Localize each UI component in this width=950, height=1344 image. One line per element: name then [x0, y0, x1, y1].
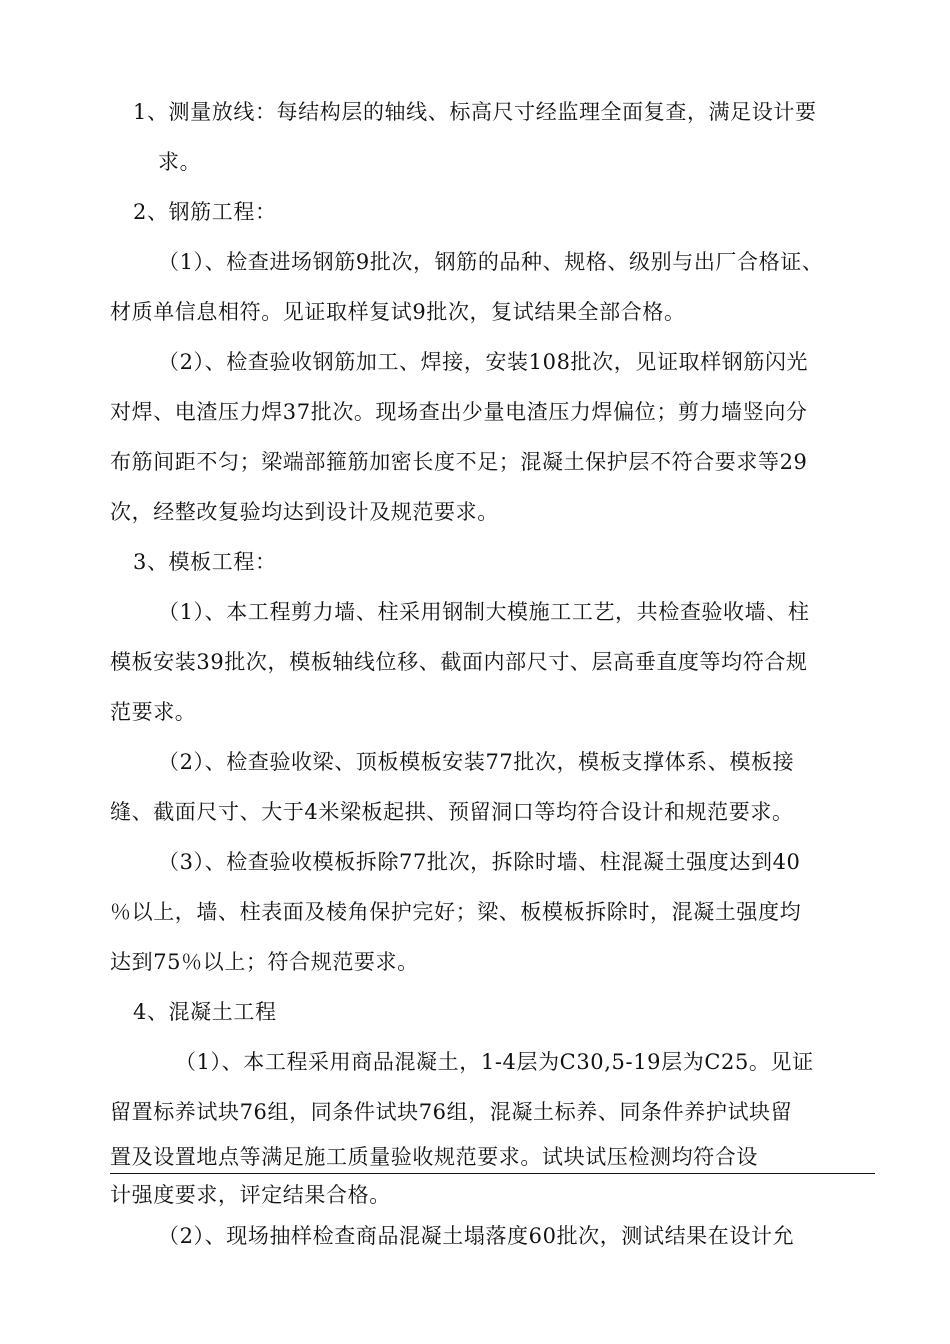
text-line: （1）、本工程采用商品混凝土，1-4层为C30,5-19层为C25。见证 [175, 1050, 814, 1074]
section-heading: 4、混凝土工程 [133, 1000, 277, 1024]
text-line: （2）、检查验收钢筋加工、焊接，安装108批次，见证取样钢筋闪光 [158, 350, 809, 374]
text-line: 留置标养试块76组，同条件试块76组，混凝土标养、同条件养护试块留 [110, 1100, 793, 1124]
text-line: （3）、检查验收模板拆除77批次，拆除时墙、柱混凝土强度达到40 [158, 850, 801, 874]
text-line: 模板安装39批次，模板轴线位移、截面内部尺寸、层高垂直度等均符合规 [110, 650, 808, 674]
text-line: 对焊、电渣压力焊37批次。现场查出少量电渣压力焊偏位；剪力墙竖向分 [110, 400, 808, 424]
text-line: 范要求。 [110, 700, 197, 724]
text-line: 求。 [158, 150, 202, 174]
text-line: 达到75％以上；符合规范要求。 [110, 950, 419, 974]
text-line: 1、测量放线：每结构层的轴线、标高尺寸经监理全面复查，满足设计要 [133, 100, 817, 124]
text-line: 置及设置地点等满足施工质量验收规范要求。试块试压检测均符合设 [110, 1145, 758, 1169]
text-line: （2）、现场抽样检查商品混凝土塌落度60批次，测试结果在设计允 [158, 1224, 795, 1248]
text-line: 次，经整改复验均达到设计及规范要求。 [110, 500, 499, 524]
text-line: 缝、截面尺寸、大于4米梁板起拱、预留洞口等均符合设计和规范要求。 [110, 800, 794, 824]
text-line: ％以上，墙、柱表面及棱角保护完好；梁、板模板拆除时，混凝土强度均 [110, 900, 802, 924]
text-line: （1）、检查进场钢筋9批次，钢筋的品种、规格、级别与出厂合格证、 [158, 250, 824, 274]
section-heading: 2、钢筋工程： [133, 200, 277, 224]
text-line: 计强度要求，评定结果合格。 [110, 1183, 391, 1207]
text-line: 布筋间距不匀；梁端部箍筋加密长度不足；混凝土保护层不符合要求等29 [110, 450, 808, 474]
text-line: （2）、检查验收梁、顶板模板安装77批次，模板支撑体系、模板接 [158, 750, 795, 774]
text-line: 材质单信息相符。见证取样复试9批次，复试结果全部合格。 [110, 300, 686, 324]
section-heading: 3、模板工程： [133, 550, 277, 574]
text-line: （1）、本工程剪力墙、柱采用钢制大模施工工艺，共检查验收墙、柱 [158, 600, 810, 624]
divider-line [110, 1173, 875, 1174]
